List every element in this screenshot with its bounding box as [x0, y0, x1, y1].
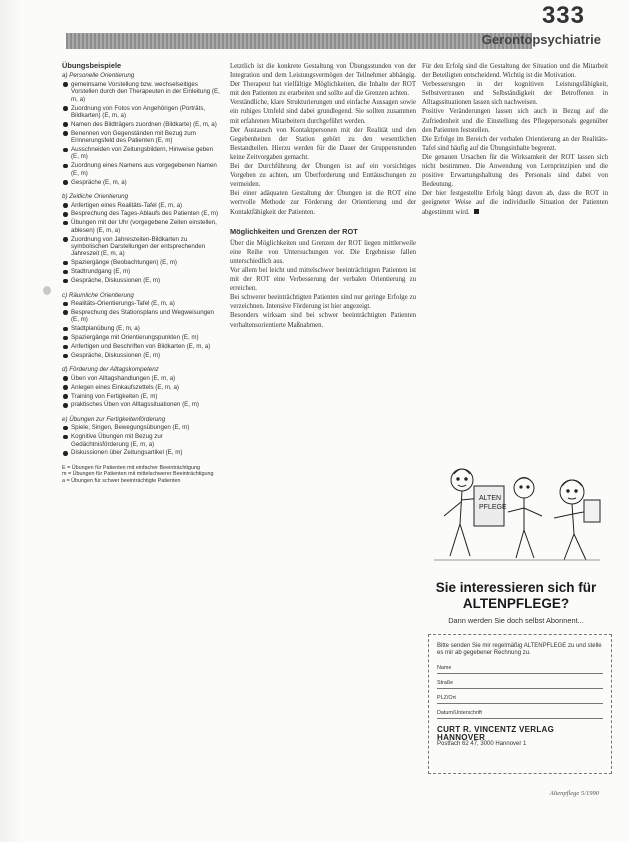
- publisher-address: Postfach 62 47, 3000 Hannover 1: [437, 740, 527, 747]
- exercise-item: Zuordnung eines Namens aus vorgegebenen Namen (E, m): [62, 162, 220, 177]
- ad-subline: Dann werden Sie doch selbst Abonnent...: [448, 616, 584, 625]
- exercise-item: Zuordnung von Jahreszeiten-Bildkarten zu symbolischen Darstellungen der entsprechenden Jahreszeit (E, m, a): [62, 236, 220, 258]
- cartoon-illustration: [424, 452, 608, 564]
- body-paragraph: Vor allem bei leicht und mittelschwer beeinträchtigten Patienten ist mit der ROT eine Verbesserung der verbalen Orientierung zu erreichen.: [230, 266, 416, 293]
- publisher-name: CURT R. VINCENTZ VERLAG HANNOVER: [437, 725, 555, 742]
- body-paragraph: Die genauen Ursachen für die Wirksamkeit der ROT lassen sich nicht bestimmen. Die Anwendung von Lernprinzipien und die positive Erwartungshaltung des Personals sind dabei von Bedeutung.: [422, 153, 608, 189]
- exercise-item: Anfertigen eines Realitäts-Tafel (E, m, a): [62, 202, 220, 209]
- header-rule: [66, 33, 532, 49]
- body-paragraph: Letztlich ist die konkrete Gestaltung von Übungsstunden von der Integration und dem Leistungsvermögen der Teilnehmer abhängig. Der Therapeut hat vielfältige Möglichkeiten, die Inhalte der ROT mit den Patienten zu erarbeiten und sollte auf die Grenzen achten.: [230, 63, 416, 98]
- exercise-groups: [62, 72, 220, 456]
- exercise-item: Spaziergänge (Beobachtungen) (E, m): [62, 259, 220, 266]
- exercise-item: Anlegen eines Einkaufszettels (E, m, a): [62, 384, 220, 391]
- page-edge-shadow: [0, 0, 22, 842]
- coupon-field-label: PLZ/Ort: [437, 695, 456, 702]
- body-paragraph: Bei schwerer beeinträchtigten Patienten sind nur geringe Erfolge zu verzeichnen. Intensive Förderung ist hier angezeigt.: [230, 294, 416, 311]
- exercise-group-title: b) Zeitliche Orientierung: [62, 193, 129, 201]
- exercise-item: Ausschneiden von Zeitungsbildern, Hinweise geben (E, m): [62, 146, 220, 161]
- page-number: 333: [541, 2, 585, 29]
- coupon-order-text: Bitte senden Sie mir regelmäßig ALTENPFLEGE zu und stelle es mir ab gegebener Rechnung zu.: [437, 643, 602, 657]
- exercise-item: Benennen von Gegenständen mit Bezug zum Erinnerungsfeld des Patienten (E, m): [62, 130, 220, 145]
- body-paragraph: Bei der Durchführung der Übungen ist auf ein vorsichtiges Vorgehen zu achten, um Überforderung und Enttäuschungen zu vermeiden.: [230, 163, 416, 189]
- body-paragraph: Der hier festgestellte Erfolg hängt davon ab, dass die ROT in geeigneter Weise auf die individuelle Situation der Patienten abgestimmt wird.: [422, 190, 608, 216]
- middle-paragraphs-2: [230, 239, 416, 330]
- body-paragraph: Bei einer adäquaten Gestaltung der Übungen ist die ROT eine wertvolle Methode zur Förderung der Orientierung und der Kontaktfähigkeit der Patienten.: [230, 190, 416, 216]
- exercise-item: Gespräche, Diskussionen (E, m): [62, 277, 220, 284]
- exercise-item: Namen des Bildträgers zuordnen (Bildkarte) (E, m, a): [62, 121, 220, 128]
- exercise-item: Spaziergänge mit Orientierungspunkten (E, m): [62, 334, 220, 341]
- exercise-item: Besprechung des Tages-Ablaufs des Patienten (E, m): [62, 210, 220, 217]
- exercise-item: Üben von Alltagshandlungen (E, m, a): [62, 375, 220, 382]
- exercise-group: [62, 366, 220, 409]
- exercise-item: Diskussionen über Zeitungsartikel (E, m): [62, 449, 220, 456]
- exercise-item: Anfertigen und Beschriften von Bildkarten (E, m, a): [62, 343, 220, 350]
- exercise-item: Besprechung des Stationsplans und Wegweisungen (E, m): [62, 309, 220, 324]
- exercise-box-heading: Übungsbeispiele: [62, 61, 122, 70]
- body-paragraph: Verbesserungen in der kognitiven Leistungsfähigkeit, Selbstvertrauen und Selbständigkeit der Betroffenen in Alltagssituationen lassen sich nachweisen.: [422, 81, 608, 107]
- coupon-field-label: Straße: [437, 680, 454, 687]
- footnote: m = Übungen für Patienten mit mittelschwerer Beeinträchtigung: [62, 471, 214, 478]
- exercise-item: praktisches Üben von Alltagssituationen (E, m): [62, 401, 220, 408]
- body-paragraph: Verständliche, klare Strukturierungen und einfache Aussagen sowie ein ruhiges Umfeld sind dabei grundlegend. Sie sollten zusammen mit erfahrenen Mitarbeitern durchgeführt werden.: [230, 99, 416, 125]
- body-paragraph: Über die Möglichkeiten und Grenzen der ROT liegen mittlerweile eine Reihe von Untersuchungen vor. Die Ergebnisse fallen unterschiedlich aus.: [230, 239, 416, 265]
- exercise-group-title: e) Übungen zur Fertigkeitenförderung: [62, 415, 166, 423]
- ad-heading: Sie interessieren sich für ALTENPFLEGE?: [435, 580, 597, 611]
- body-paragraph: Positive Veränderungen lassen sich auch in Bezug auf die Zufriedenheit und die Einstellung des Pflegepersonals gegenüber den Patienten feststellen.: [422, 108, 608, 134]
- exercise-item: Gespräche, Diskussionen (E, m): [62, 352, 220, 359]
- body-paragraph: Für den Erfolg sind die Gestaltung der Situation und die Mitarbeit der Beteiligten entscheidend. Wichtig ist die Motivation.: [422, 63, 608, 80]
- subscription-coupon[interactable]: [428, 634, 612, 774]
- exercise-item: Spiele, Singen, Bewegungsübungen (E, m): [62, 424, 220, 431]
- right-column: [422, 62, 608, 217]
- exercise-box: [62, 62, 220, 782]
- coupon-field-city[interactable]: [437, 693, 603, 704]
- middle-column: [230, 62, 416, 330]
- body-paragraph: Die Erfolge im Bereich der verbalen Orientierung an der Realitäts-Tafel sind häufig auf die Übungsinhalte begrenzt.: [422, 135, 608, 152]
- end-of-article-mark: [474, 209, 479, 214]
- exercise-group-title: c) Räumliche Orientierung: [62, 291, 134, 299]
- subheading-possibilities: Möglichkeiten und Grenzen der ROT: [230, 226, 358, 236]
- coupon-field-signature[interactable]: [437, 708, 603, 719]
- coupon-field-street[interactable]: [437, 678, 603, 689]
- body-paragraph: Der Austausch von Kontaktpersonen mit der Realität und den Gegebenheiten der Station gehört zu den wesentlichen Bestandteilen. Hierzu werden für die Dauer der Gruppenstunden keine Zeitvorgaben gemacht.: [230, 126, 416, 161]
- exercise-item: Übungen mit der Uhr (vorgegebene Zeiten einstellen, ablesen) (E, m, a): [62, 219, 220, 234]
- middle-paragraphs: [230, 62, 416, 217]
- exercise-group-title: d) Förderung der Alltagskompetenz: [62, 366, 159, 374]
- exercise-item: Kognitive Übungen mit Bezug zur Gedächtnisförderung (E, m, a): [62, 433, 220, 448]
- exercise-item: Gespräche (E, m, a): [62, 179, 220, 186]
- exercise-item: Realitäts-Orientierungs-Tafel (E, m, a): [62, 300, 220, 307]
- exercise-group: [62, 292, 220, 360]
- exercise-item: Training von Fertigkeiten (E, m): [62, 393, 220, 400]
- exercise-group: [62, 416, 220, 457]
- exercise-group: [62, 193, 220, 284]
- exercise-group: [62, 72, 220, 186]
- legend-footnotes: [62, 465, 220, 484]
- body-paragraph: Besonders wirksam sind bei schwer beeinträchtigten Patienten verhaltensorientierte Maßnahmen.: [230, 312, 416, 329]
- footnote: a = Übungen für schwer beeinträchtigte Patienten: [62, 477, 181, 484]
- exercise-item: Stadtplanübung (E, m, a): [62, 325, 220, 332]
- punch-hole: [43, 286, 51, 295]
- svg-text:ALTEN: ALTEN: [479, 495, 502, 502]
- exercise-item: Zuordnung von Fotos von Angehörigen (Porträts, Bildkarten) (E, m, a): [62, 105, 220, 120]
- right-paragraphs: [422, 62, 608, 217]
- coupon-field-name[interactable]: [437, 663, 603, 674]
- exercise-item: Stadtrundgang (E, m): [62, 268, 220, 275]
- footnote: E = Übungen für Patienten mit einfacher Beeinträchtigung: [62, 464, 200, 471]
- svg-text:PFLEGE: PFLEGE: [479, 504, 507, 511]
- coupon-field-label: Name: [437, 665, 452, 672]
- coupon-field-label: Datum/Unterschrift: [437, 710, 482, 717]
- section-title: Gerontopsychiatrie: [481, 32, 601, 47]
- journal-reference: Altenpflege 5/1990: [549, 790, 599, 797]
- exercise-item: gemeinsame Vorstellung bzw. wechselseitiges Vorstellen durch den Therapeuten in der Einleitung (E, m, a): [62, 81, 220, 103]
- exercise-group-title: a) Personelle Orientierung: [62, 72, 135, 80]
